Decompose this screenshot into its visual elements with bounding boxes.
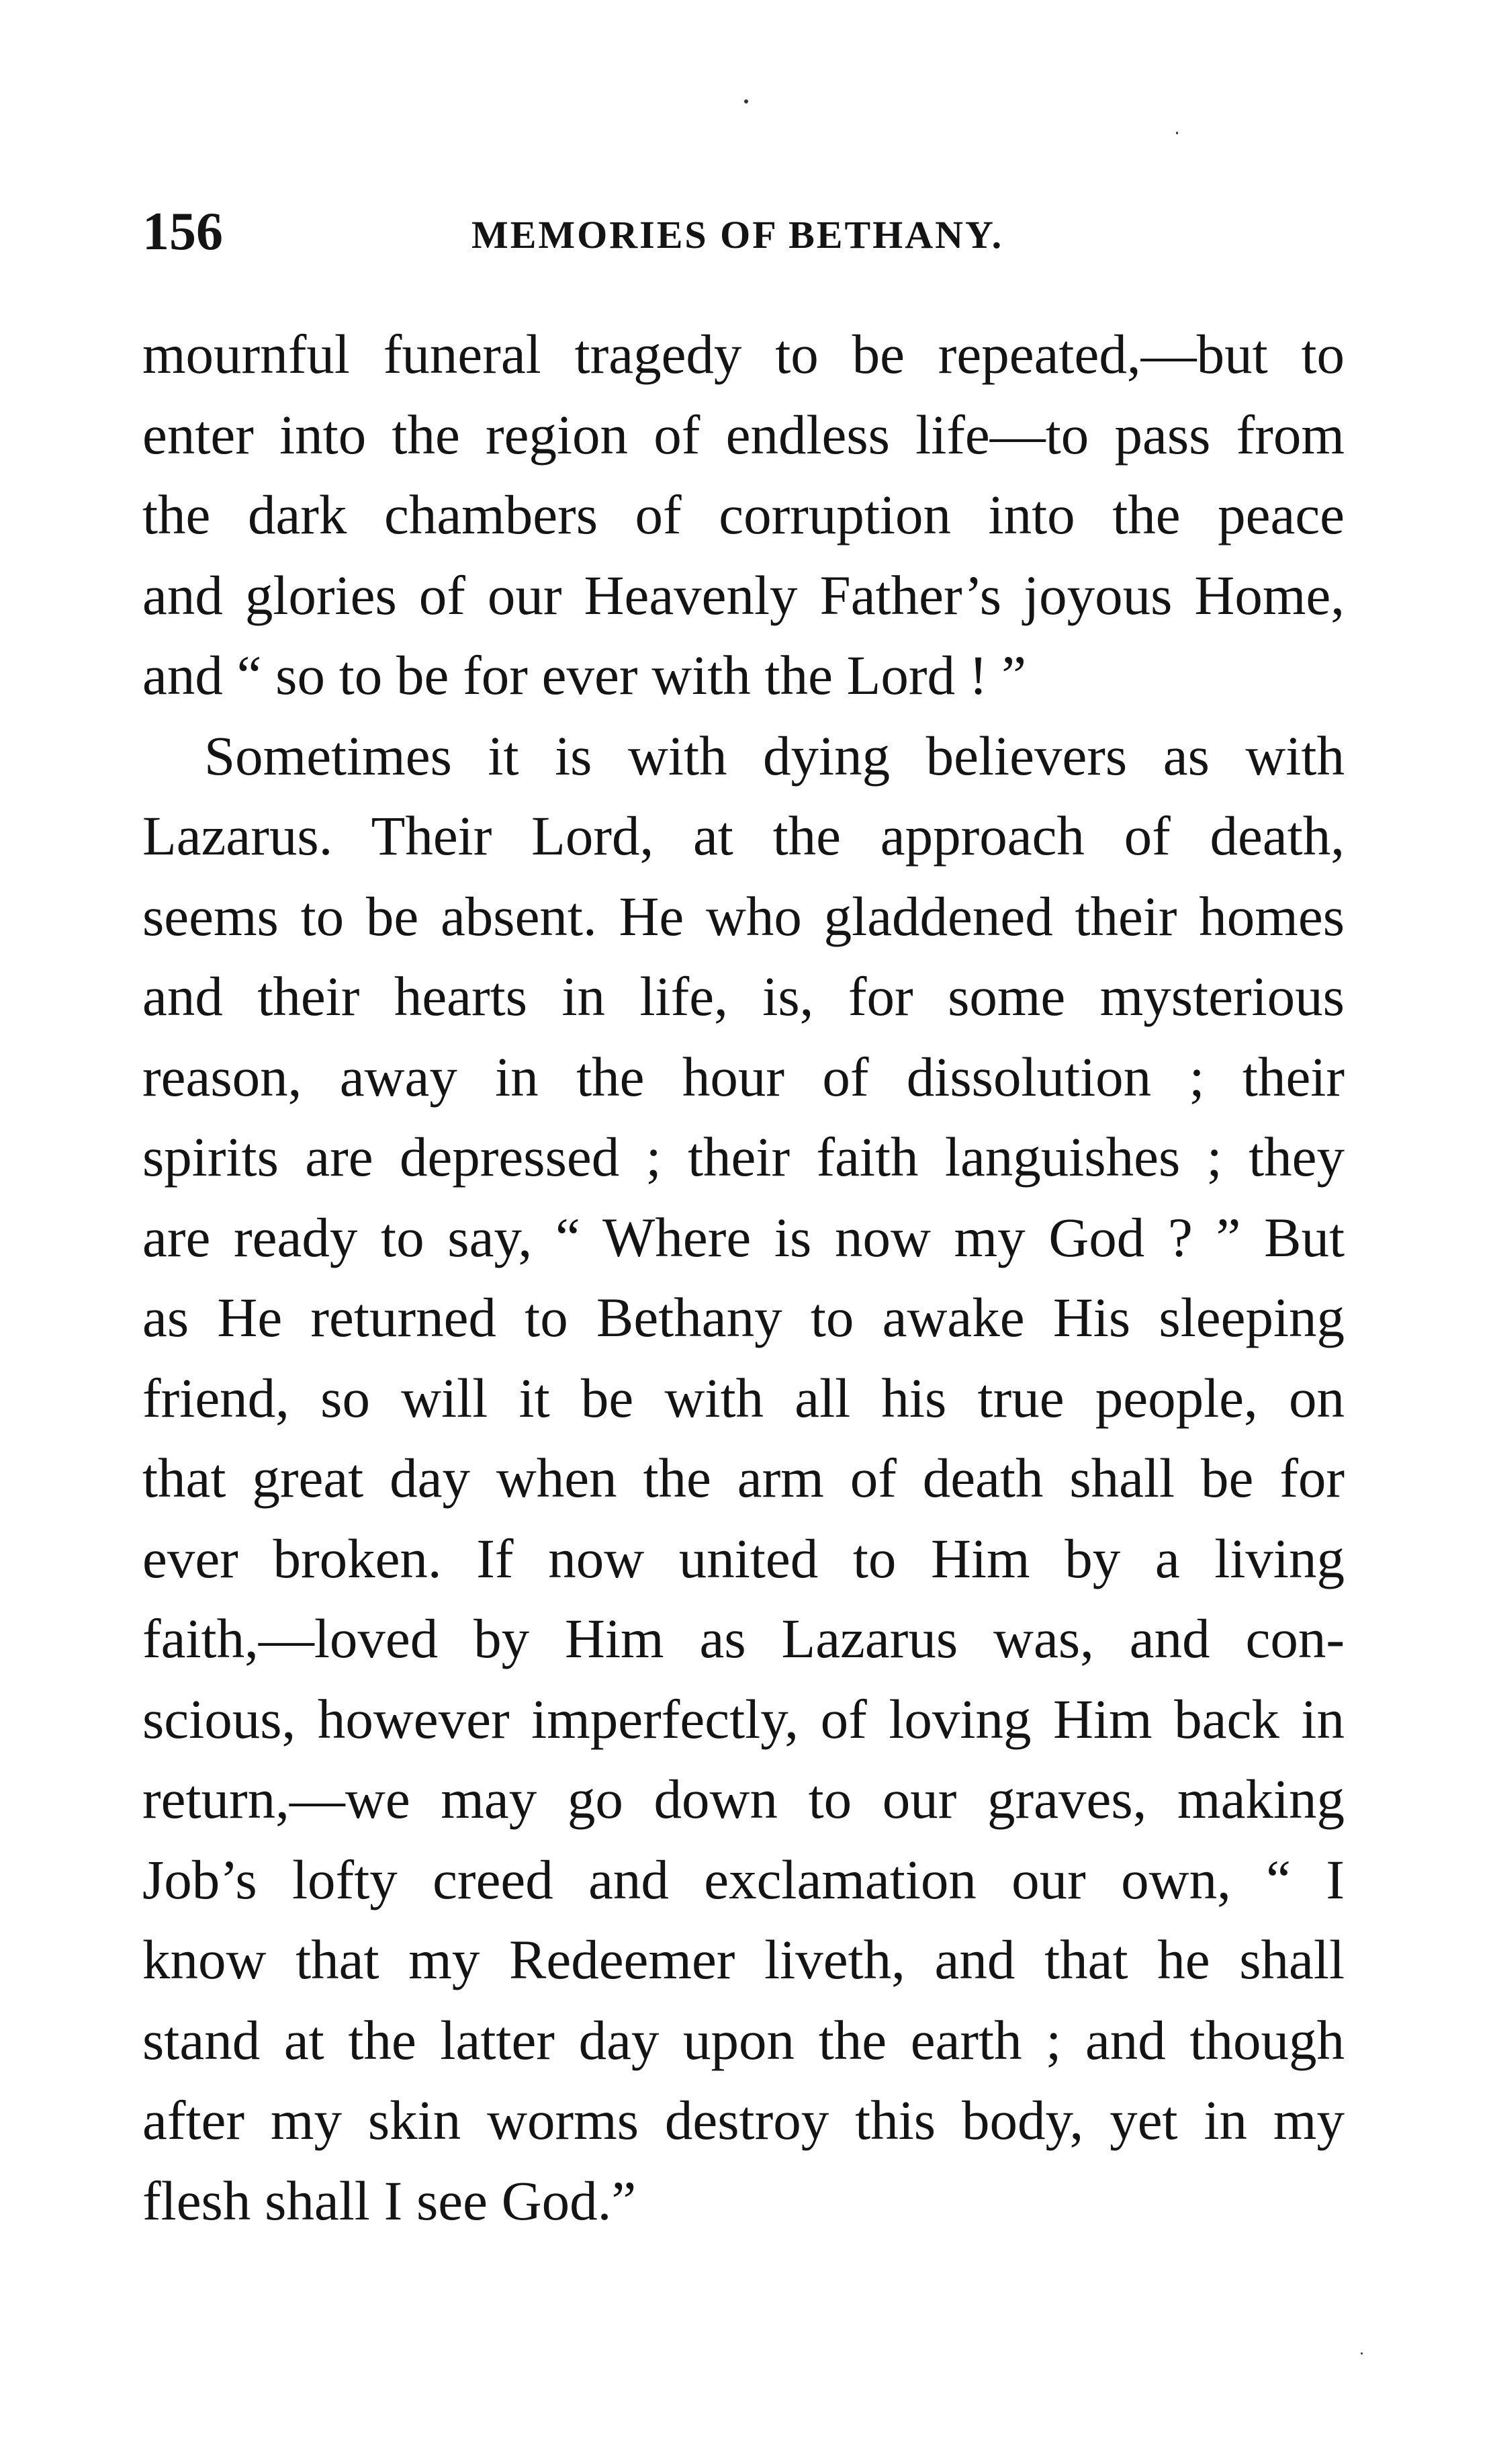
- text-line: stand at the latter day upon the earth ; and though: [142, 2009, 1345, 2071]
- text-line: know that my Redeemer liveth, and that he shall: [142, 1929, 1345, 1990]
- text-line: the dark chambers of corruption into the peace: [142, 484, 1345, 545]
- text-line: and their hearts in life, is, for some mysterious: [142, 965, 1345, 1027]
- text-line: and “ so to be for ever with the Lord ! ”: [142, 644, 1027, 706]
- text-line: enter into the region of endless life—to pass from: [142, 403, 1345, 466]
- scan-speck: [744, 99, 748, 103]
- text-line: faith,—loved by Him as Lazarus was, and con-: [142, 1608, 1345, 1669]
- body-text: [142, 314, 1345, 2241]
- text-line: flesh shall I see God.”: [142, 2169, 637, 2232]
- text-line: that great day when the arm of death shall be for: [142, 1447, 1345, 1509]
- running-title: MEMORIES OF BETHANY.: [471, 213, 1004, 257]
- text-line: are ready to say, “ Where is now my God ? ” But: [142, 1206, 1345, 1268]
- text-line: mournful funeral tragedy to be repeated,—but to: [142, 323, 1345, 385]
- text-line: as He returned to Bethany to awake His sleeping: [142, 1286, 1345, 1348]
- text-line: reason, away in the hour of dissolution ; their: [142, 1045, 1345, 1108]
- text-line: friend, so will it be with all his true people, on: [142, 1366, 1345, 1429]
- scan-speck: [1361, 2352, 1363, 2355]
- scan-speck: [1176, 132, 1178, 134]
- text-line: seems to be absent. He who gladdened their homes: [142, 885, 1345, 947]
- page-number: 156: [142, 202, 223, 261]
- text-line: scious, however imperfectly, of loving Him back in: [142, 1687, 1345, 1750]
- text-line: ever broken. If now united to Him by a living: [142, 1527, 1345, 1589]
- text-line: Job’s lofty creed and exclamation our own, “ I: [142, 1848, 1345, 1910]
- text-line: Lazarus. Their Lord, at the approach of death,: [142, 805, 1345, 867]
- page-header: [142, 202, 1345, 262]
- text-line: after my skin worms destroy this body, yet in my: [142, 2089, 1345, 2151]
- text-line: spirits are depressed ; their faith languishes ; they: [142, 1126, 1345, 1188]
- text-line: and glories of our Heavenly Father’s joyous Home,: [142, 564, 1345, 626]
- text-line: Sometimes it is with dying believers as with: [204, 724, 1345, 787]
- text-line: return,—we may go down to our graves, making: [142, 1768, 1345, 1830]
